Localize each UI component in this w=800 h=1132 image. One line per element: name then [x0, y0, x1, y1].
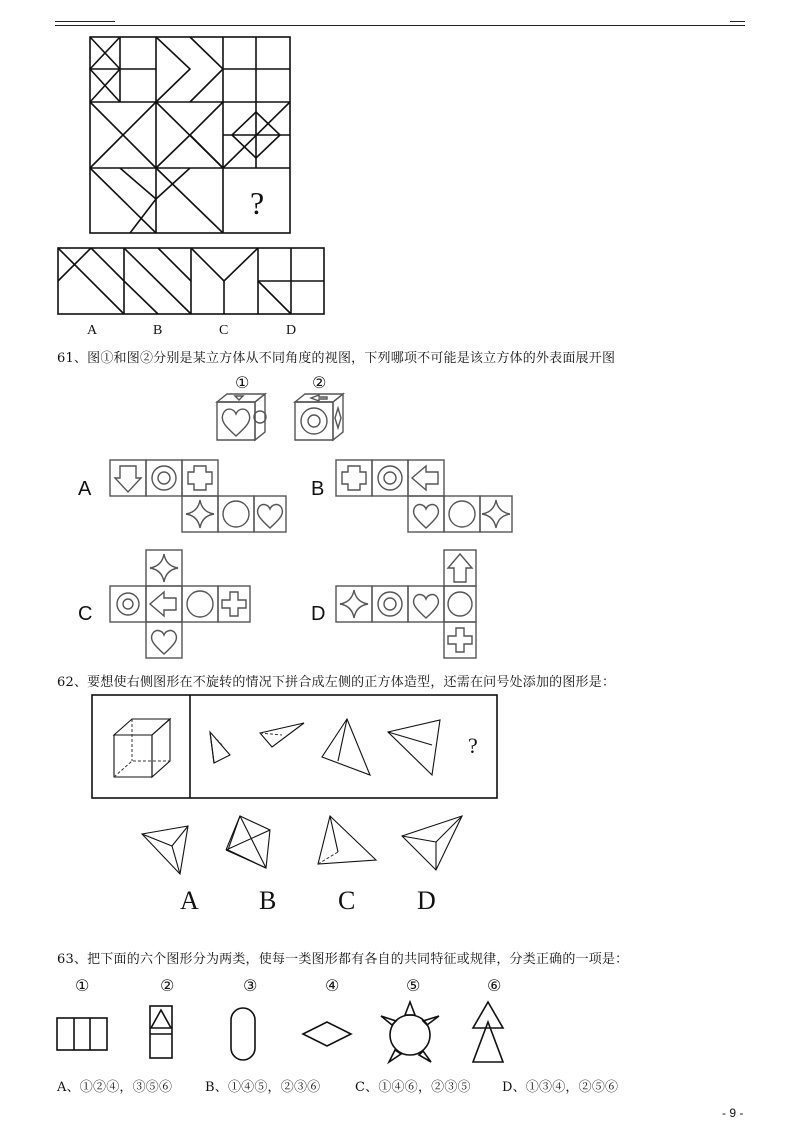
q62-option-b-label: B [259, 886, 277, 915]
q61-view2-label: ② [312, 373, 327, 392]
q62-option-a-label: A [180, 886, 199, 915]
q63-figure6-label: ⑥ [487, 976, 502, 995]
header-rule-mark-right [730, 21, 745, 22]
q61-option-b-label: B [311, 478, 325, 500]
q62-question-mark: ? [468, 733, 478, 758]
q61-option-a-label: A [78, 478, 92, 500]
q63-answer-b: B、①④⑤，②③⑥ [205, 1080, 321, 1095]
q61-net-b [334, 458, 514, 533]
q60-option-a-label: A [87, 323, 98, 338]
header-rule [55, 25, 745, 26]
q63-figure5-label: ⑤ [406, 976, 421, 995]
q63-figure1-label: ① [75, 976, 90, 995]
page-number: - 9 - [722, 1106, 744, 1120]
q61-view1-label: ① [235, 373, 250, 392]
q61-cube-view2 [293, 392, 348, 442]
q60-option-b-label: B [153, 323, 163, 338]
q61-question-text: 61、图①和图②分别是某立方体从不同角度的视图，下列哪项不可能是该立方体的外表面展开图 [57, 351, 616, 366]
q61-cube-view1 [215, 392, 270, 442]
q63-answer-a: A、①②④，③⑤⑥ [57, 1080, 173, 1095]
q60-option-c-label: C [219, 323, 229, 338]
q60-option-d-label: D [286, 323, 297, 338]
q62-option-d-label: D [417, 886, 436, 915]
q61-option-c-label: C [78, 603, 93, 625]
q63-answer-d: D、①③④，②⑤⑥ [502, 1080, 619, 1095]
q61-net-c [108, 548, 253, 663]
q63-answer-c: C、①④⑥，②③⑤ [355, 1080, 471, 1095]
q63-figure4-label: ④ [325, 976, 340, 995]
q60-options-strip [58, 248, 324, 314]
q62-puzzle-frame [92, 695, 497, 800]
q62-option-c-label: C [338, 886, 356, 915]
q63-figure3-label: ③ [243, 976, 258, 995]
q61-net-d [334, 548, 479, 663]
header-rule-mark-left [55, 21, 115, 22]
q62-option-figures [140, 812, 470, 882]
q61-option-d-label: D [311, 603, 326, 625]
q62-question-text: 62、要想使右侧图形在不旋转的情况下拼合成左侧的正方体造型，还需在问号处添加的图形是： [57, 675, 616, 690]
q63-question-text: 63、把下面的六个图形分为两类，使每一类图形都有各自的共同特征或规律，分类正确的一项是： [57, 952, 629, 967]
q60-question-mark: ? [250, 185, 265, 221]
q63-figures [55, 1000, 525, 1070]
q63-figure2-label: ② [160, 976, 175, 995]
q61-net-a [108, 458, 288, 533]
